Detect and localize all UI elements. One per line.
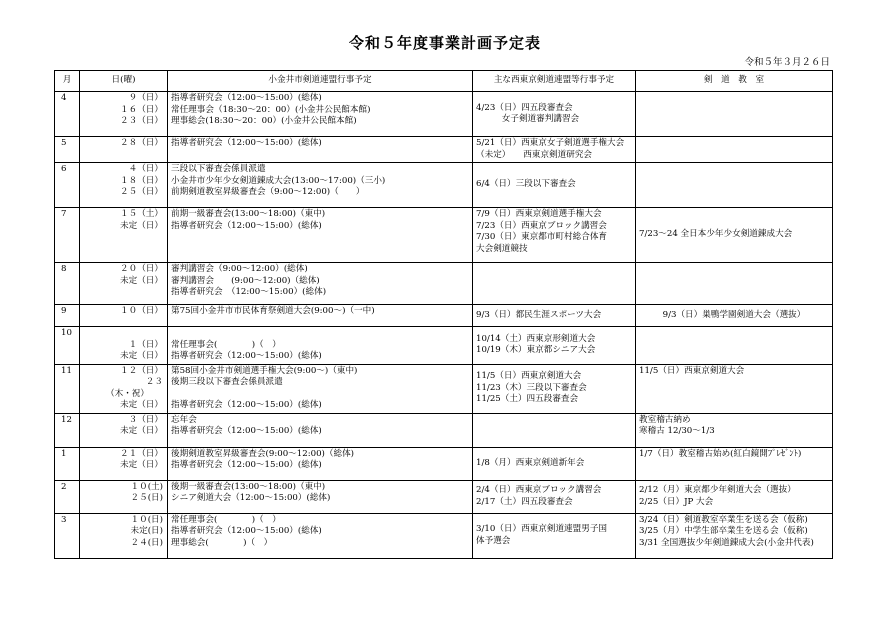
cell-nishi-event-line: 11/25（土）四五段審査会: [476, 394, 579, 405]
cell-day-line: 未定（日）: [120, 351, 163, 361]
header-month: 月: [55, 71, 80, 92]
cell-koganei-event-line: 三段以下審査会係員派遣: [171, 164, 266, 174]
cell-nishi-event-line: 11/23（木）三段以下審査会: [476, 382, 587, 393]
cell-koganei-event-line: 指導者研究会（12:00～15:00）(総体): [171, 351, 322, 361]
cell-day-line: 未定（日）: [120, 400, 163, 410]
cell-koganei-event-line: 忘年会: [171, 414, 197, 425]
cell-koganei-event-line: 後期三段以下審査会係員派遣: [171, 377, 283, 387]
document-date: 令和５年３月２６日: [744, 57, 830, 68]
cell-nishi-event: [473, 92, 636, 137]
cell-nishi-event-line: 6/4（日）三段以下審査会: [476, 179, 576, 190]
cell-kyoshitsu-event: [636, 327, 833, 365]
cell-day-line: ３（日）: [128, 414, 163, 425]
cell-koganei-event: [168, 137, 473, 163]
cell-koganei-event: [168, 364, 473, 413]
cell-koganei-event-line: [171, 328, 469, 340]
header-row: [55, 71, 833, 92]
cell-koganei-event: [168, 163, 473, 208]
cell-day-line: ９（日）: [128, 93, 163, 103]
cell-kyoshitsu-event-line: 9/3（日）巣鴨学園剣道大会（選抜）: [662, 309, 806, 320]
cell-nishi-event: [473, 137, 636, 163]
cell-month: 6: [55, 163, 80, 208]
cell-day-line: ２５(日): [130, 493, 163, 503]
cell-koganei-event-line: 第75回小金井市市民体育祭剣道大会(9:00～)（一中): [171, 306, 375, 316]
cell-kyoshitsu-event-line: 2/25（日）JP 大会: [639, 496, 714, 507]
cell-day: [80, 364, 168, 413]
cell-day: [80, 513, 168, 558]
cell-nishi-event-line: 2/17（土）四五段審査会: [476, 496, 573, 507]
cell-day-line: １０(日): [130, 514, 163, 525]
cell-koganei-event-line: 指導者研究会（12:00～15:00）(総体): [171, 93, 322, 103]
cell-day-line: 未定（日）: [120, 426, 163, 436]
cell-koganei-event: [168, 263, 473, 305]
cell-koganei-event-line: 指導者研究会 （12:00～15:00）(総体): [171, 287, 327, 297]
cell-day: [80, 480, 168, 513]
cell-koganei-event-line: 理事総会( )（ ）: [171, 537, 273, 548]
cell-koganei-event-line: 前期一級審査会(13:00～18:00)（東中): [171, 209, 326, 219]
cell-day-line: ２０（日）: [120, 264, 163, 274]
cell-koganei-event-line: 指導者研究会（12:00～15:00）(総体): [171, 526, 322, 536]
cell-day-line: １（日）: [128, 339, 163, 350]
cell-day-line: １５（土）: [120, 209, 163, 219]
cell-koganei-event: [168, 92, 473, 137]
cell-day-line: 未定(日): [130, 526, 163, 536]
table-row: [55, 364, 833, 413]
cell-koganei-event: [168, 413, 473, 447]
cell-day-line: [83, 328, 163, 340]
cell-day-line: ４（日）: [128, 164, 163, 174]
cell-day: [80, 305, 168, 327]
cell-nishi-event-line: 女子剣道審判講習会: [476, 114, 580, 124]
cell-nishi-event: [473, 480, 636, 513]
cell-day-line: １８（日）: [120, 175, 163, 186]
table-row: [55, 163, 833, 208]
cell-nishi-event: [473, 364, 636, 413]
cell-nishi-event-line: 9/3（日）都民生涯スポーツ大会: [476, 309, 602, 320]
cell-nishi-event: [473, 413, 636, 447]
cell-nishi-event-line: 10/14（土）西東京形剣道大会: [476, 333, 596, 344]
cell-month: 9: [55, 305, 80, 327]
cell-kyoshitsu-event-line: 7/23～24 全日本少年少女剣道錬成大会: [639, 229, 793, 240]
table-row: [55, 480, 833, 513]
cell-day-line: 未定（日）: [120, 460, 163, 470]
cell-kyoshitsu-event-line: 2/12（月）東京都少年剣道大会（選抜）: [639, 485, 796, 495]
cell-day-line: （木・祝）: [106, 388, 149, 399]
cell-nishi-event-line: 7/9（日）西東京剣道選手権大会: [476, 209, 602, 219]
cell-nishi-event-line: 4/23（日）四五段審査会: [476, 102, 573, 113]
header-koganei: 小金井市剣道連盟行事予定: [168, 71, 473, 92]
cell-nishi-event-line: 1/8（月）西東京剣道新年会: [476, 457, 585, 468]
header-kyoshitsu: 剣 道 教 室: [636, 71, 833, 92]
cell-day: [80, 413, 168, 447]
cell-kyoshitsu-event: [636, 447, 833, 480]
cell-day-line: ２８（日）: [120, 138, 163, 148]
cell-kyoshitsu-event-line: 11/5（日）西東京剣道大会: [639, 365, 745, 376]
cell-nishi-event-line: 2/4（日）西東京ブロック講習会: [476, 485, 602, 495]
cell-nishi-event-line: 5/21（日）西東京女子剣道選手権大会: [476, 138, 625, 148]
cell-koganei-event-line: シニア剣道大会（12:00～15:00）(総体): [171, 493, 331, 503]
table-row: [55, 263, 833, 305]
cell-nishi-event-line: 3/10（日）西東京剣道連盟男子国: [476, 524, 608, 534]
cell-month: 5: [55, 137, 80, 163]
cell-kyoshitsu-event-line: 3/24（日）剣道教室卒業生を送る会（仮称): [639, 514, 808, 525]
cell-month: 7: [55, 208, 80, 263]
cell-koganei-event-line: [171, 389, 469, 401]
cell-day: [80, 208, 168, 263]
table-row: [55, 92, 833, 137]
table-row: [55, 513, 833, 558]
cell-nishi-event: [473, 513, 636, 558]
cell-kyoshitsu-event: [636, 208, 833, 263]
cell-koganei-event-line: 常任理事会( )（ ）: [171, 514, 281, 525]
cell-nishi-event-line: 7/30（日）東京都市町村総合体育: [476, 232, 608, 242]
cell-koganei-event-line: 指導者研究会（12:00～15:00）(総体): [171, 400, 322, 410]
cell-nishi-event-line: 10/19（木）東京都シニア大会: [476, 345, 596, 356]
cell-koganei-event-line: 常任理事会( )（ ）: [171, 339, 281, 350]
cell-day: [80, 92, 168, 137]
cell-koganei-event: [168, 305, 473, 327]
cell-kyoshitsu-event-line: 3/25（月）中学生部卒業生を送る会（仮称): [639, 526, 808, 536]
cell-koganei-event: [168, 513, 473, 558]
cell-day: [80, 447, 168, 480]
cell-nishi-event: [473, 208, 636, 263]
cell-kyoshitsu-event: [636, 364, 833, 413]
cell-kyoshitsu-event-line: 1/7（日）教室稽古始め(紅白鏡開ﾌﾟﾚｾﾞﾝﾄ): [639, 448, 802, 459]
cell-month: 10: [55, 327, 80, 365]
cell-koganei-event-line: 後期剣道教室昇級審査会(9:00～12:00)（総体): [171, 448, 355, 459]
cell-day-line: ２５（日）: [120, 187, 163, 197]
cell-month: 8: [55, 263, 80, 305]
cell-nishi-event-line: 11/5（日）西東京剣道大会: [476, 371, 582, 382]
cell-nishi-event: [473, 327, 636, 365]
page-title: 令和５年度事業計画予定表: [348, 34, 541, 52]
cell-koganei-event-line: 第58回小金井市剣道選手権大会(9:00～)（東中): [171, 365, 358, 376]
cell-koganei-event-line: 小金井市少年少女剣道錬成大会(13:00～17:00)（三小): [171, 175, 386, 186]
table-row: [55, 447, 833, 480]
cell-month: 2: [55, 480, 80, 513]
cell-koganei-event-line: 指導者研究会（12:00～15:00）(総体): [171, 138, 322, 148]
cell-day: [80, 263, 168, 305]
cell-koganei-event-line: 審判講習会（9:00～12:00）(総体): [171, 264, 308, 274]
cell-nishi-event: [473, 163, 636, 208]
cell-kyoshitsu-event: [636, 92, 833, 137]
cell-koganei-event-line: 審判講習会 (9:00～12:00)（総体): [171, 275, 320, 286]
cell-kyoshitsu-event: [636, 163, 833, 208]
cell-kyoshitsu-event: [636, 480, 833, 513]
cell-day: [80, 327, 168, 365]
cell-nishi-event-line: 大会剣道競技: [476, 243, 528, 254]
cell-day-line: 未定（日）: [120, 220, 163, 231]
cell-month: 3: [55, 513, 80, 558]
cell-koganei-event: [168, 208, 473, 263]
cell-day: [80, 163, 168, 208]
cell-kyoshitsu-event-line: 教室稽古納め: [639, 414, 691, 425]
cell-koganei-event: [168, 480, 473, 513]
schedule-table: [54, 70, 833, 559]
table-row: [55, 305, 833, 327]
cell-nishi-event: [473, 263, 636, 305]
cell-nishi-event-line: 7/23（日）西東京ブロック講習会: [476, 220, 607, 231]
cell-kyoshitsu-event: [636, 137, 833, 163]
table-row: [55, 327, 833, 365]
cell-day-line: １０(土): [130, 481, 163, 492]
cell-day: [80, 137, 168, 163]
cell-kyoshitsu-event: [636, 263, 833, 305]
cell-day-line: ２４(日): [130, 537, 163, 548]
cell-koganei-event-line: 後期一級審査会(13:00～18:00)（東中): [171, 481, 326, 492]
cell-koganei-event-line: 指導者研究会（12:00～15:00）(総体): [171, 220, 322, 231]
cell-koganei-event: [168, 327, 473, 365]
table-row: [55, 137, 833, 163]
cell-month: 12: [55, 413, 80, 447]
cell-koganei-event-line: 指導者研究会（12:00～15:00）(総体): [171, 426, 322, 436]
cell-day-line: １６（日）: [120, 104, 163, 115]
cell-day-line: 未定（日）: [120, 275, 163, 286]
cell-day-line: １０（日）: [120, 306, 163, 316]
cell-kyoshitsu-event: [636, 305, 833, 327]
cell-koganei-event-line: 前期剣道教室昇級審査会（9:00～12:00)（ ）: [171, 187, 365, 197]
cell-nishi-event: [473, 305, 636, 327]
header-day: 日(曜): [80, 71, 168, 92]
cell-day-line: [83, 287, 163, 299]
cell-month: 1: [55, 447, 80, 480]
cell-kyoshitsu-event-line: 寒稽古 12/30～1/3: [639, 426, 715, 436]
cell-kyoshitsu-event-line: 3/31 全国選抜少年剣道錬成大会(小金井代表): [639, 537, 814, 548]
cell-month: 11: [55, 364, 80, 413]
cell-nishi-event: [473, 447, 636, 480]
table-row: [55, 413, 833, 447]
header-nishi: 主な西東京剣道連盟等行事予定: [473, 71, 636, 92]
cell-day-line: ２３: [145, 377, 163, 387]
cell-koganei-event-line: 常任理事会（18:30～20：00）(小金井公民館本館): [171, 104, 371, 115]
cell-day-line: ２１（日）: [120, 448, 163, 459]
cell-koganei-event-line: 理事総会(18:30～20：00）(小金井公民館本館): [171, 116, 357, 126]
cell-koganei-event-line: 指導者研究会（12:00～15:00）(総体): [171, 460, 322, 470]
cell-day-line: ２３（日）: [120, 116, 163, 126]
cell-day-line: １２（日）: [120, 365, 163, 376]
cell-kyoshitsu-event: [636, 413, 833, 447]
cell-month: 4: [55, 92, 80, 137]
cell-nishi-event-line: （未定） 西東京剣道研究会: [476, 149, 593, 160]
cell-nishi-event-line: 体予選会: [476, 535, 511, 546]
table-row: [55, 208, 833, 263]
cell-koganei-event: [168, 447, 473, 480]
cell-kyoshitsu-event: [636, 513, 833, 558]
